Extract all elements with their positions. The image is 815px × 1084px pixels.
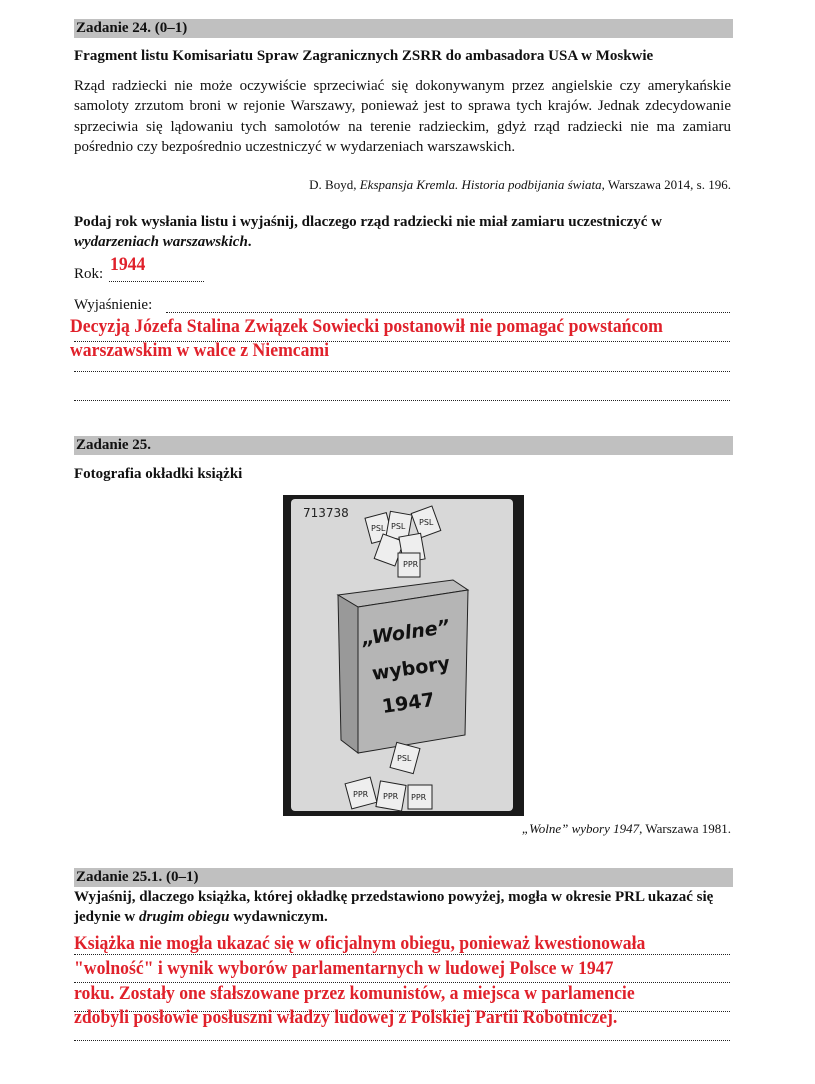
svg-text:PSL: PSL — [391, 522, 406, 531]
task24-source-title: Fragment listu Komisariatu Spraw Zagranicznych ZSRR do ambasadora USA w Moskwie — [74, 48, 654, 64]
task25-1-question — [74, 887, 731, 927]
task24-source-text: Rząd radziecki nie może oczywiście sprzeciwiać się dokonywanym przez angielskie czy amerykańskie samoloty zrzutom broni w rejonie Warszawy, ponieważ jest to sprawa tych krajów. Jednak zdecydowanie sprzeciwia się lądowaniu tych samolotów na terenie radzieckim, gdyż rząd radziecki nie ma zamiaru pośrednio czy bezpośrednio uczestniczyć w wydarzeniach warszawskich. — [74, 78, 731, 155]
task25-source-title: Fotografia okładki książki — [74, 466, 243, 482]
svg-text:PSL: PSL — [419, 518, 434, 527]
answer-line-2: "wolność" i wynik wyborów parlamentarnych w ludowej Polsce w 1947 — [74, 958, 614, 979]
answer-line-2: warszawskim w walce z Niemcami — [70, 340, 330, 361]
answer-line[interactable] — [74, 371, 730, 372]
svg-text:PSL: PSL — [371, 524, 386, 533]
svg-text:PPR: PPR — [411, 793, 427, 802]
citation-title: Ekspansja Kremla. Historia podbijania świata — [359, 177, 602, 192]
answer-line-1: Decyzją Józefa Stalina Związek Sowiecki postanowił nie pomagać powstańcom — [70, 316, 663, 337]
caption-rest: , Warszawa 1981. — [639, 821, 731, 836]
task24-citation — [74, 177, 731, 193]
explain-label: Wyjaśnienie: — [74, 297, 153, 313]
answer-line-4: zdobyli posłowie posłuszni władzy ludowej z Polskiej Partii Robotniczej. — [74, 1007, 618, 1028]
task24-question — [74, 212, 731, 252]
citation-author: D. Boyd, — [309, 177, 360, 192]
citation-rest: , Warszawa 2014, s. 196. — [601, 177, 731, 192]
svg-text:wybory: wybory — [370, 652, 452, 685]
year-label: Rok: — [74, 266, 104, 282]
year-answer-line[interactable] — [109, 281, 204, 282]
answer-line[interactable] — [166, 312, 730, 313]
question-end: wydawniczym. — [229, 909, 328, 925]
task25-caption — [74, 821, 731, 837]
svg-text:PPR: PPR — [383, 792, 399, 801]
cover-number: 713738 — [303, 506, 349, 520]
svg-text:1947: 1947 — [380, 688, 437, 718]
answer-line-1: Książka nie mogła ukazać się w oficjalnym obiegu, ponieważ kwestionowała — [74, 933, 646, 954]
svg-text:PSL: PSL — [397, 754, 412, 763]
year-answer: 1944 — [110, 254, 146, 275]
question-text: Wyjaśnij, dlaczego książka, której okładkę przedstawiono powyżej, mogła w okresie PRL ukazać się jedynie w — [74, 889, 714, 925]
task25-header: Zadanie 25. — [74, 436, 733, 455]
answer-line[interactable] — [74, 1040, 730, 1041]
question-italic: wydarzeniach warszawskich — [74, 234, 248, 250]
question-text: Podaj rok wysłania listu i wyjaśnij, dlaczego rząd radziecki nie miał zamiaru uczestniczyć w — [74, 214, 662, 230]
task24-header: Zadanie 24. (0–1) — [74, 19, 733, 38]
question-italic: drugim obiegu — [139, 909, 230, 925]
answer-line-3: roku. Zostały one sfałszowane przez komunistów, a miejsca w parlamencie — [74, 983, 635, 1004]
task25-1-header: Zadanie 25.1. (0–1) — [74, 868, 733, 887]
svg-text:PPR: PPR — [403, 560, 419, 569]
answer-line[interactable] — [74, 400, 730, 401]
svg-text:„Wolne”: „Wolne” — [360, 615, 452, 650]
caption-title: „Wolne” wybory 1947 — [521, 821, 640, 836]
svg-text:PPR: PPR — [353, 790, 369, 799]
book-cover-photo — [283, 495, 524, 816]
question-end: . — [247, 234, 252, 250]
